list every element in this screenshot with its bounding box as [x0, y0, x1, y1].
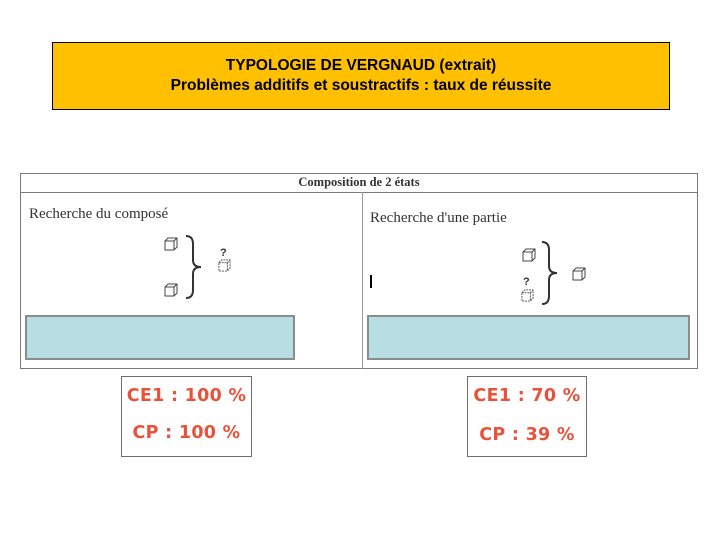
cube-icon — [572, 267, 586, 281]
right-brace-icon — [183, 234, 205, 300]
left-success-rate-box — [121, 376, 252, 457]
cp-rate: CP : 100 % — [132, 423, 241, 443]
cube-icon — [522, 248, 536, 262]
right-brace-icon — [539, 240, 561, 306]
text-cursor — [370, 275, 372, 288]
title-box — [52, 42, 670, 110]
ce1-rate: CE1 : 70 % — [473, 386, 581, 406]
right-panel-label: Recherche d'une partie — [370, 210, 507, 226]
unknown-mark: ? — [220, 247, 227, 259]
left-panel-label: Recherche du composé — [29, 206, 169, 222]
dashed-cube-icon — [521, 289, 534, 302]
title-line-2: Problèmes additifs et soustractifs : taux de réussite — [170, 77, 552, 94]
dashed-cube-icon — [218, 259, 231, 272]
composition-diagram — [20, 173, 698, 369]
unknown-mark: ? — [523, 276, 530, 288]
panel-divider — [362, 192, 363, 369]
diagram-header: Composition de 2 états — [21, 174, 697, 193]
right-success-rate-box — [467, 376, 587, 457]
left-answer-box — [25, 315, 295, 360]
cube-icon — [164, 237, 178, 251]
cp-rate: CP : 39 % — [479, 425, 575, 445]
right-answer-box — [367, 315, 690, 360]
title-line-1: TYPOLOGIE DE VERGNAUD (extrait) — [225, 57, 497, 74]
cube-icon — [164, 283, 178, 297]
ce1-rate: CE1 : 100 % — [126, 386, 247, 406]
